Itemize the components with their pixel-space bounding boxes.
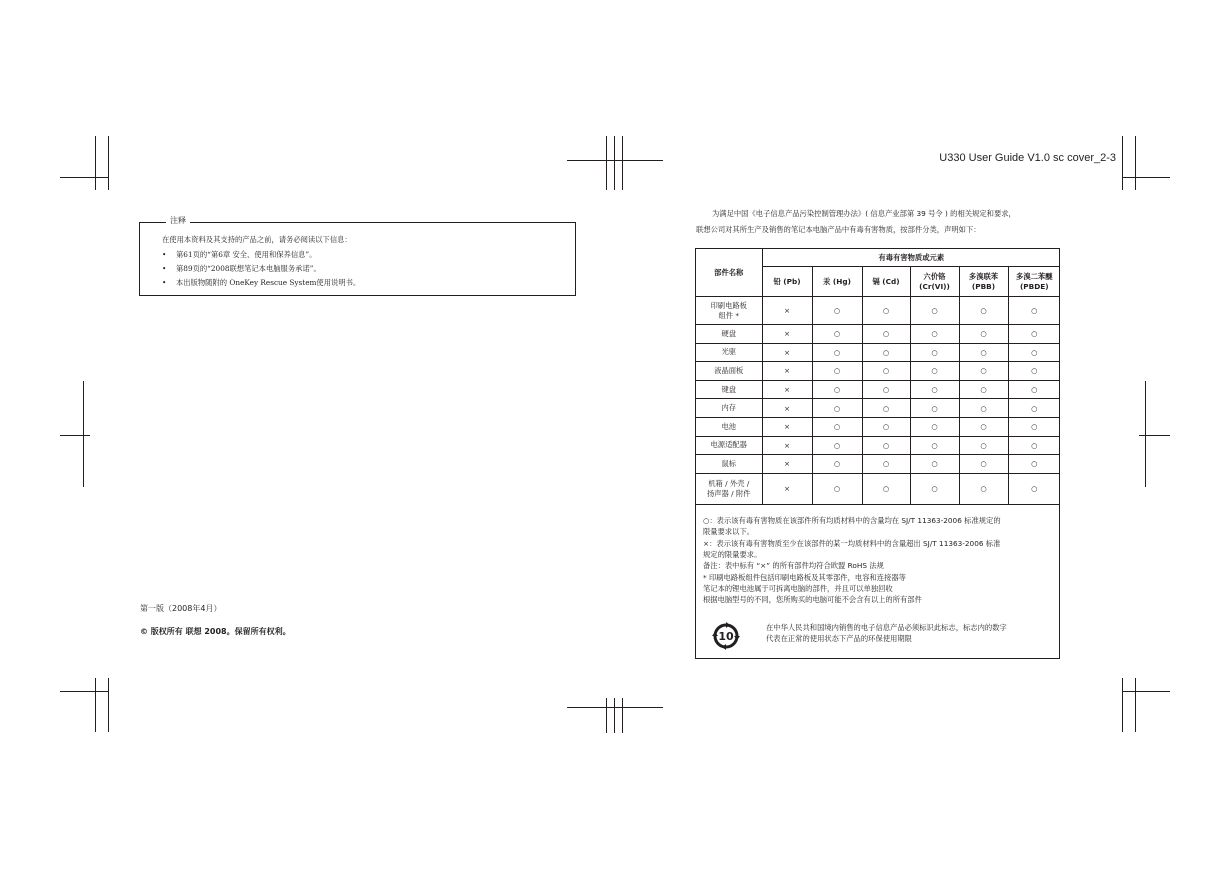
substance-mark-cell: ○ xyxy=(1008,473,1060,504)
substance-mark-cell: ○ xyxy=(910,436,959,455)
legend-line: 根据电脑型号的不同，您所购买的电脑可能不会含有以上的所有部件 xyxy=(703,595,922,605)
table-row xyxy=(696,380,1060,399)
substance-mark-cell: ○ xyxy=(1008,436,1060,455)
crop-mark xyxy=(108,136,109,190)
crop-mark xyxy=(1122,136,1123,190)
substance-mark-cell: ○ xyxy=(1008,362,1060,381)
substance-mark-cell: ○ xyxy=(959,380,1008,399)
substance-group-header: 有毒有害物质或元素 xyxy=(762,249,1060,267)
substance-mark-cell: ○ xyxy=(959,325,1008,344)
crop-mark xyxy=(1122,678,1123,732)
part-name-cell: 硬盘 xyxy=(696,325,762,344)
substance-column-header: 汞 (Hg) xyxy=(812,267,862,297)
crop-mark xyxy=(95,136,96,190)
part-name-header: 部件名称 xyxy=(696,249,762,297)
substance-mark-cell: ○ xyxy=(910,399,959,418)
substance-mark-cell: ○ xyxy=(862,436,910,455)
substance-mark-cell: ○ xyxy=(910,380,959,399)
crop-mark xyxy=(60,177,108,178)
table-row xyxy=(696,473,1060,504)
logo-text-line: 代表在正常的使用状态下产品的环保使用期限 xyxy=(766,634,912,643)
substance-mark-cell: ○ xyxy=(812,436,862,455)
note-intro: 在使用本资料及其支持的产品之前，请务必阅读以下信息： xyxy=(162,235,352,244)
part-name-cell: 机箱 / 外壳 / 扬声器 / 附件 xyxy=(696,473,762,504)
part-name-cell: 印刷电路板 组件 * xyxy=(696,297,762,325)
table-row xyxy=(696,362,1060,381)
substance-mark-cell: × xyxy=(762,417,812,436)
substance-mark-cell: ○ xyxy=(910,473,959,504)
substance-mark-cell: ○ xyxy=(812,325,862,344)
substance-mark-cell: ○ xyxy=(959,362,1008,381)
crop-mark xyxy=(108,678,109,732)
substance-mark-cell: ○ xyxy=(1008,417,1060,436)
substance-mark-cell: ○ xyxy=(959,399,1008,418)
substance-mark-cell: ○ xyxy=(812,399,862,418)
substance-mark-cell: ○ xyxy=(959,343,1008,362)
substance-mark-cell: ○ xyxy=(1008,297,1060,325)
substance-mark-cell: ○ xyxy=(812,362,862,381)
recycle-logo-icon xyxy=(710,620,742,652)
substance-mark-cell: ○ xyxy=(812,455,862,474)
crop-mark xyxy=(95,678,96,732)
substance-mark-cell: ○ xyxy=(862,343,910,362)
substance-mark-cell: ○ xyxy=(1008,380,1060,399)
substance-mark-cell: ○ xyxy=(812,343,862,362)
note-item: • 第61页的“第6章 安全、使用和保养信息”。 xyxy=(162,250,317,259)
crop-mark xyxy=(1135,678,1136,732)
part-name-cell: 鼠标 xyxy=(696,455,762,474)
substance-mark-cell: ○ xyxy=(959,473,1008,504)
crop-mark xyxy=(622,698,623,733)
substance-mark-cell: ○ xyxy=(959,436,1008,455)
crop-mark xyxy=(60,691,108,692)
substance-mark-cell: ○ xyxy=(1008,325,1060,344)
crop-mark xyxy=(606,698,607,733)
legend-line: 笔记本的锂电池属于可拆离电脑的部件，并且可以单独回收 xyxy=(703,583,893,593)
substance-mark-cell: × xyxy=(762,399,812,418)
substance-mark-cell: ○ xyxy=(862,380,910,399)
crop-mark xyxy=(606,136,607,190)
crop-mark xyxy=(1122,177,1170,178)
part-name-cell: 内存 xyxy=(696,399,762,418)
substance-column-header: 六价铬 (Cr(VI)) xyxy=(910,267,959,297)
substance-mark-cell: ○ xyxy=(862,362,910,381)
crop-mark xyxy=(1122,691,1170,692)
page-header-title: U330 User Guide V1.0 sc cover_2-3 xyxy=(939,152,1116,164)
crop-mark xyxy=(614,136,615,190)
substance-mark-cell: × xyxy=(762,362,812,381)
note-title: 注释 xyxy=(166,215,190,226)
table-row xyxy=(696,325,1060,344)
substance-mark-cell: ○ xyxy=(812,297,862,325)
table-row xyxy=(696,455,1060,474)
logo-number: 10 xyxy=(718,630,734,643)
crop-mark xyxy=(60,435,90,436)
part-name-cell: 光驱 xyxy=(696,343,762,362)
substance-mark-cell: ○ xyxy=(812,380,862,399)
table-row xyxy=(696,297,1060,325)
intro-line: 联想公司对其所生产及销售的笔记本电脑产品中有毒有害物质，按部件分类，声明如下： xyxy=(696,225,981,234)
crop-mark xyxy=(567,707,663,708)
edition-text: 第一版（2008年4月） xyxy=(140,604,222,613)
part-name-cell: 键盘 xyxy=(696,380,762,399)
crop-mark xyxy=(614,698,615,733)
part-name-cell: 液晶面板 xyxy=(696,362,762,381)
logo-text-line: 在中华人民共和国境内销售的电子信息产品必须标识此标志，标志内的数字 xyxy=(766,623,1007,632)
substance-mark-cell: ○ xyxy=(910,325,959,344)
legend-line: 备注：表中标有 “×” 的所有部件均符合欧盟 RoHS 法规 xyxy=(703,561,884,571)
substance-mark-cell: ○ xyxy=(862,325,910,344)
substance-mark-cell: ○ xyxy=(812,417,862,436)
substance-mark-cell: ○ xyxy=(862,297,910,325)
substance-column-header: 镉 (Cd) xyxy=(862,267,910,297)
part-name-cell: 电池 xyxy=(696,417,762,436)
legend-line: ○：表示该有毒有害物质在该部件所有均质材料中的含量均在 SJ/T 11363-2006 标准规定的 xyxy=(703,516,1001,525)
table-row xyxy=(696,436,1060,455)
substance-mark-cell: ○ xyxy=(959,297,1008,325)
crop-mark xyxy=(567,160,663,161)
substance-mark-cell: ○ xyxy=(862,455,910,474)
note-item: • 第89页的“2008联想笔记本电脑服务承诺”。 xyxy=(162,264,321,273)
crop-mark xyxy=(1145,381,1146,487)
legend-line: ×：表示该有毒有害物质至少在该部件的某一均质材料中的含量超出 SJ/T 11363-2006 标准 xyxy=(703,538,1001,548)
substance-mark-cell: ○ xyxy=(862,473,910,504)
table-row xyxy=(696,417,1060,436)
substance-column-header: 多溴二苯醚 (PBDE) xyxy=(1008,267,1060,297)
substance-mark-cell: ○ xyxy=(1008,455,1060,474)
legend-line: 限量要求以下。 xyxy=(703,527,755,537)
crop-mark xyxy=(1139,435,1170,436)
crop-mark xyxy=(83,381,84,487)
hazard-table xyxy=(696,249,1060,505)
substance-column-header: 多溴联苯 (PBB) xyxy=(959,267,1008,297)
substance-mark-cell: ○ xyxy=(910,362,959,381)
substance-mark-cell: ○ xyxy=(910,297,959,325)
substance-mark-cell: × xyxy=(762,325,812,344)
substance-mark-cell: ○ xyxy=(910,455,959,474)
crop-mark xyxy=(1135,136,1136,190)
substance-mark-cell: ○ xyxy=(812,473,862,504)
substance-mark-cell: × xyxy=(762,436,812,455)
substance-mark-cell: ○ xyxy=(910,343,959,362)
substance-mark-cell: ○ xyxy=(1008,399,1060,418)
substance-mark-cell: ○ xyxy=(1008,343,1060,362)
substance-mark-cell: × xyxy=(762,380,812,399)
substance-mark-cell: ○ xyxy=(959,417,1008,436)
substance-mark-cell: × xyxy=(762,297,812,325)
part-name-cell: 电源适配器 xyxy=(696,436,762,455)
substance-mark-cell: ○ xyxy=(959,455,1008,474)
substance-mark-cell: ○ xyxy=(910,417,959,436)
substance-mark-cell: × xyxy=(762,343,812,362)
intro-line: 为满足中国《电子信息产品污染控制管理办法》( 信息产业部第 39 号令 ) 的相关规定和要求， xyxy=(712,209,1016,218)
table-row xyxy=(696,399,1060,418)
note-item: • 本出版物随附的 OneKey Rescue System使用说明书。 xyxy=(162,278,361,287)
legend-line: * 印刷电路板组件包括印刷电路板及其零部件，电容和连接器等 xyxy=(703,572,906,582)
substance-mark-cell: × xyxy=(762,455,812,474)
table-row xyxy=(696,343,1060,362)
substance-mark-cell: ○ xyxy=(862,399,910,418)
legend-line: 规定的限量要求。 xyxy=(703,549,762,559)
copyright-text: © 版权所有 联想 2008。保留所有权利。 xyxy=(140,627,291,636)
substance-column-header: 铅 (Pb) xyxy=(762,267,812,297)
substance-mark-cell: × xyxy=(762,473,812,504)
crop-mark xyxy=(622,136,623,190)
substance-mark-cell: ○ xyxy=(862,417,910,436)
